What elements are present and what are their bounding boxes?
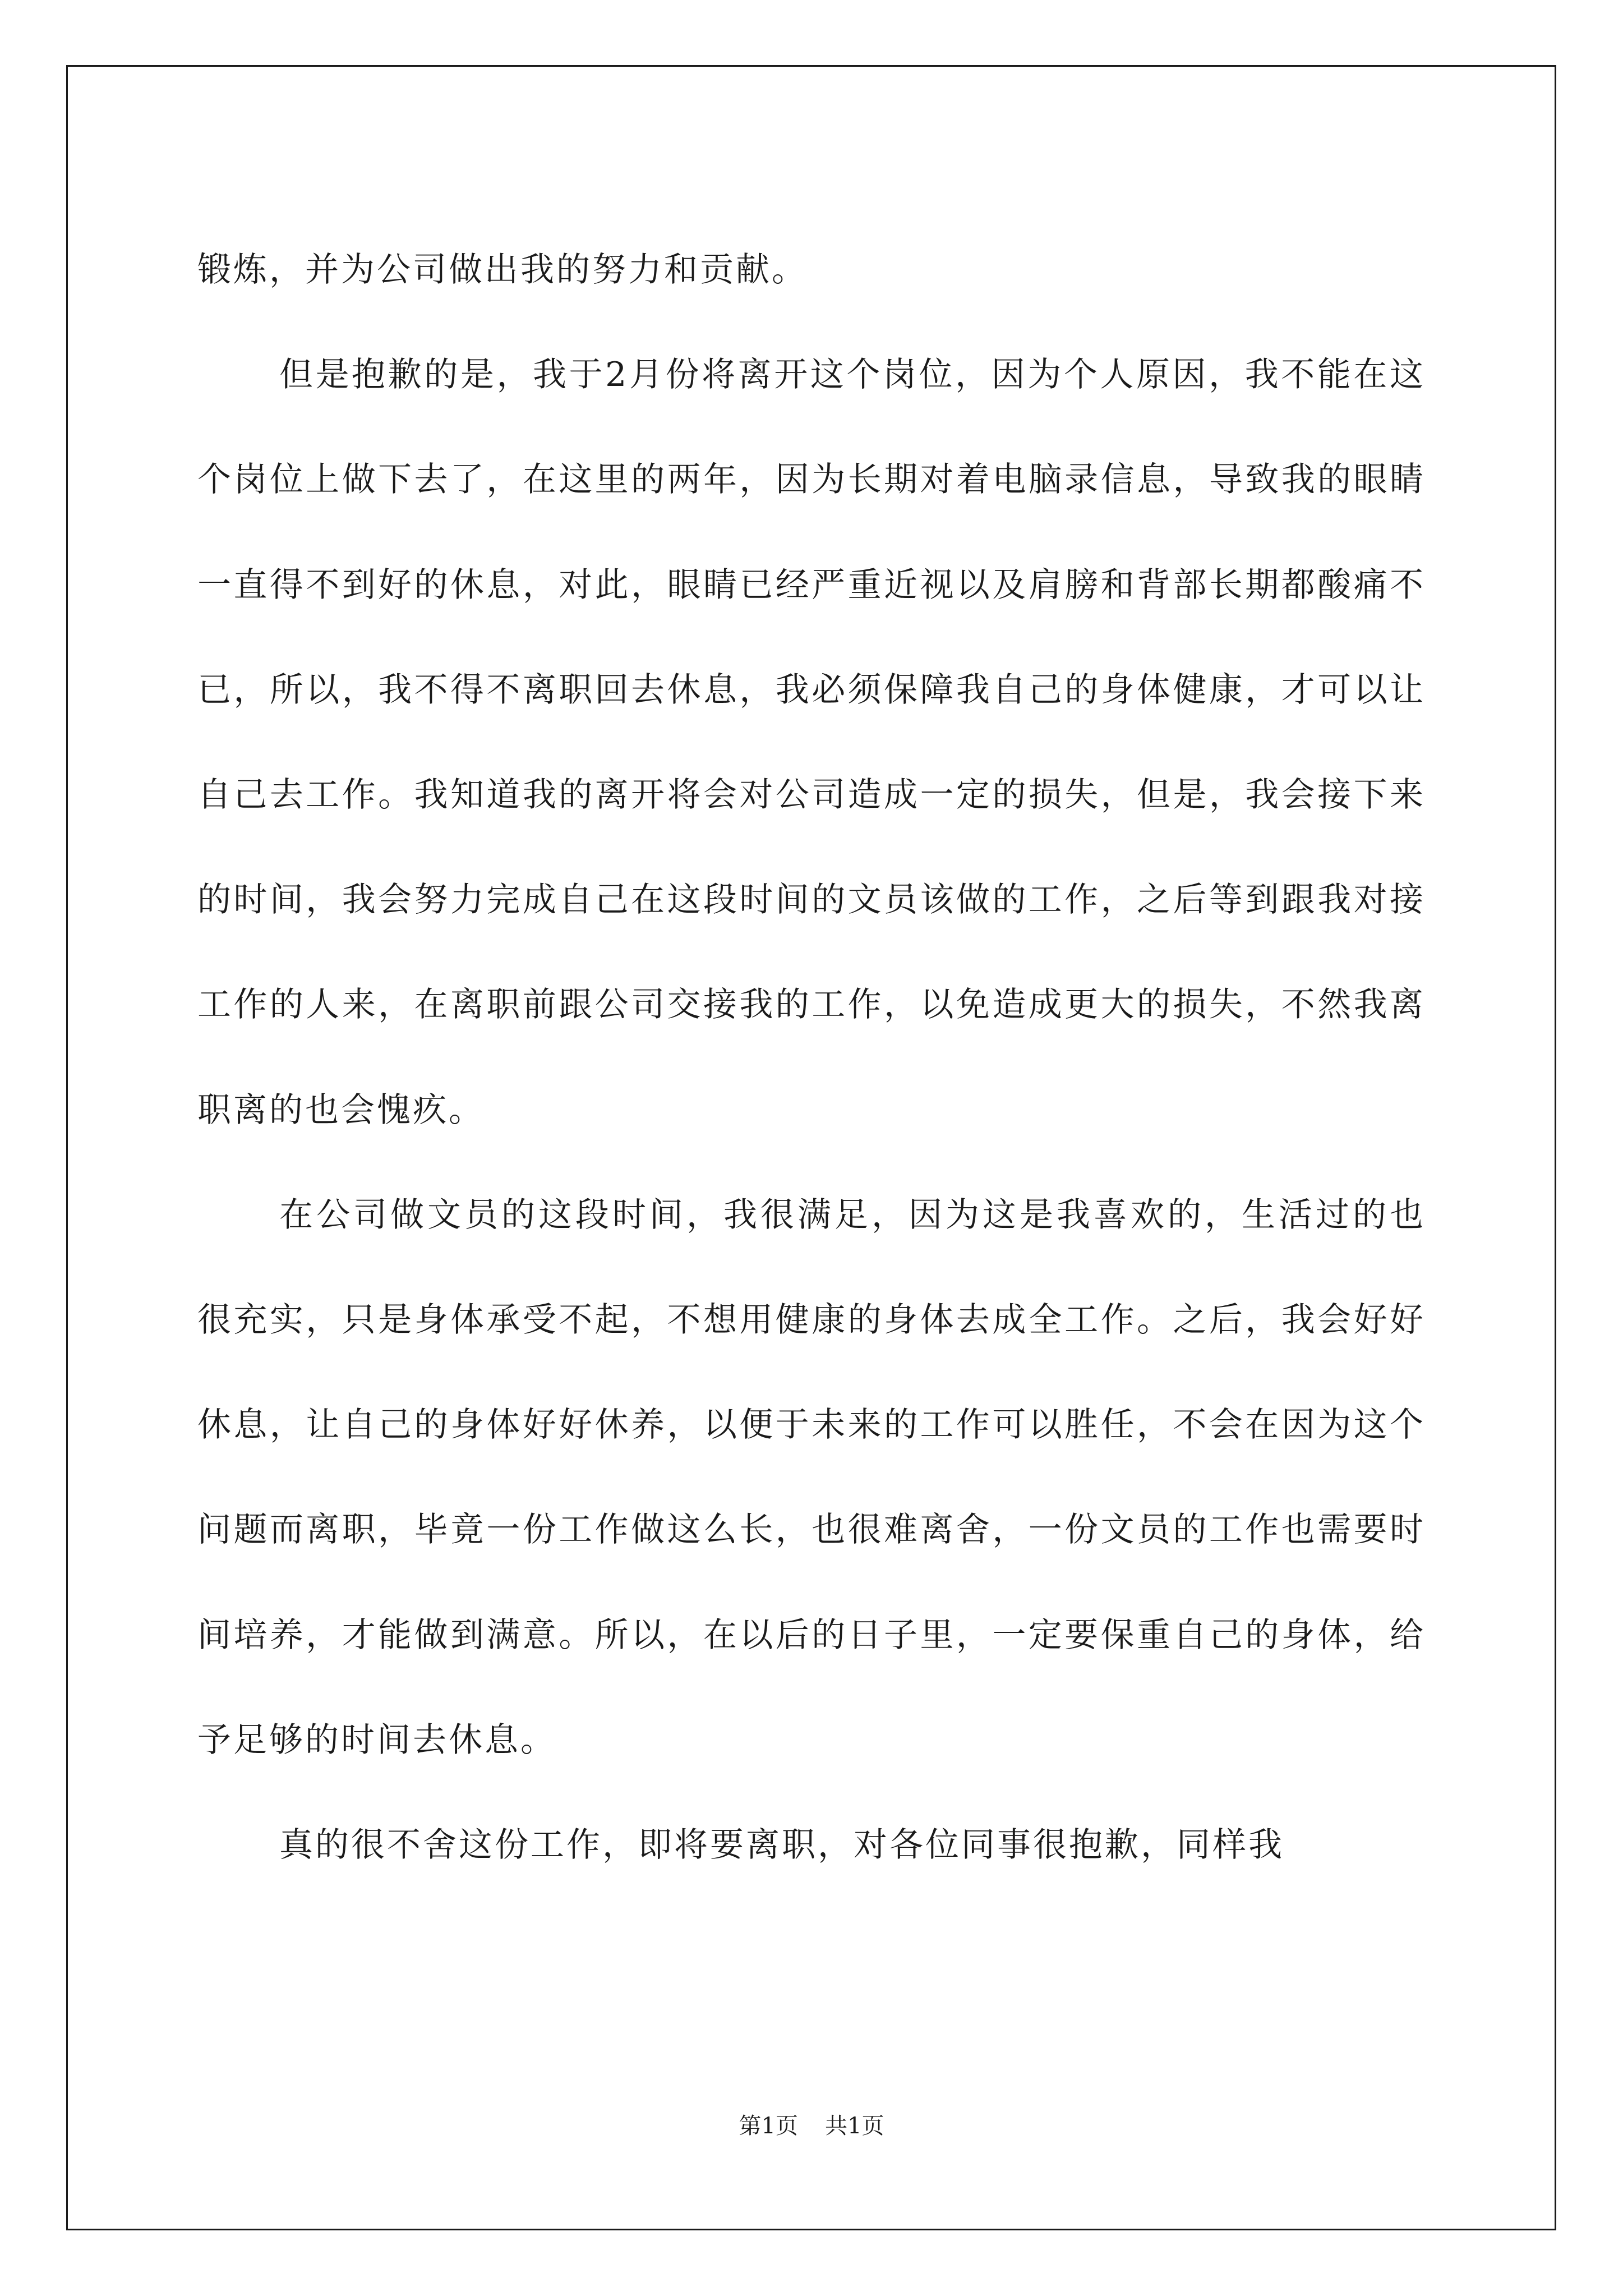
page-number-current: 第1页 xyxy=(739,2113,798,2139)
paragraph-1: 锻炼，并为公司做出我的努力和贡献。 xyxy=(197,250,808,289)
paragraph-3: 在公司做文员的这段时间，我很满足，因为这是我喜欢的，生活过的也很充实，只是身体承受不起，不想用健康的身体去成全工作。之后，我会好好休息，让自己的身体好好休养，以便于未来的工作可以胜任，不会在因为这个问题而离职，毕竟一份工作做这么长，也很难离舍，一份文员的工作也需要时间培养，才能做到满意。所以，在以后的日子里，一定要保重自己的身体，给予足够的时间去休息。 xyxy=(197,1195,1426,1760)
page-footer xyxy=(0,2108,1623,2140)
page-number-total: 共1页 xyxy=(825,2113,884,2139)
paragraph-2: 但是抱歉的是，我于2月份将离开这个岗位，因为个人原因，我不能在这个岗位上做下去了，在这里的两年，因为长期对着电脑录信息，导致我的眼睛一直得不到好的休息，对此，眼睛已经严重近视以及肩膀和背部长期都酸痛不已，所以，我不得不离职回去休息，我必须保障我自己的身体健康，才可以让自己去工作。我知道我的离开将会对公司造成一定的损失，但是，我会接下来的时间，我会努力完成自己在这段时间的文员该做的工作，之后等到跟我对接工作的人来，在离职前跟公司交接我的工作，以免造成更大的损失，不然我离职离的也会愧疚。 xyxy=(197,355,1426,1130)
paragraph-4: 真的很不舍这份工作，即将要离职，对各位同事很抱歉，同样我 xyxy=(279,1825,1284,1865)
document-body xyxy=(197,218,1426,1898)
